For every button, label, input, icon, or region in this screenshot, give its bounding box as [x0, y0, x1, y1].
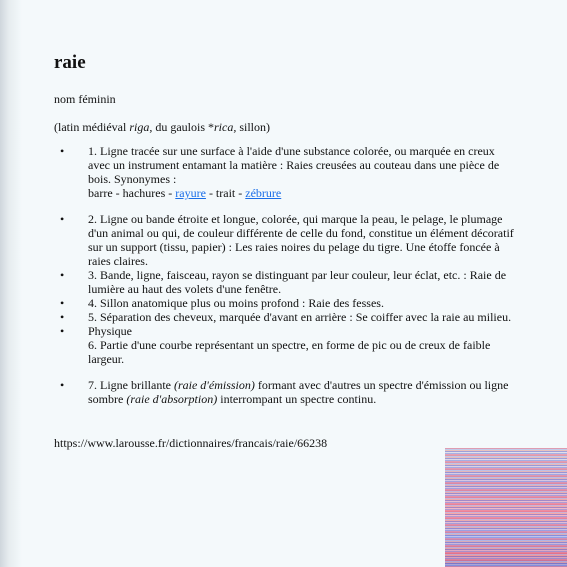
- definition-7-a: 7. Ligne brillante: [88, 378, 174, 392]
- etymology-rica: rica,: [214, 120, 237, 134]
- bullet: •: [60, 268, 65, 282]
- dictionary-entry: [54, 52, 514, 450]
- bullet: •: [60, 310, 65, 324]
- bullet: •: [60, 296, 65, 310]
- definition-7-absorption: (raie d'absorption): [126, 392, 218, 406]
- definition-2-text: 2. Ligne ou bande étroite et longue, colorée, qui marque la peau, le pelage, le plumage d'un animal ou qui, de couleur différente de celle du fond, constitue un élément décoratif sur un support (tissu, papier) : Les raies noires du pelage du tigre. Une étoffe foncée à raies claires.: [88, 212, 514, 268]
- etymology-mid: du gaulois *: [152, 120, 214, 134]
- definition-3-text: 3. Bande, ligne, faisceau, rayon se distinguant par leur couleur, leur éclat, etc. : Raie de lumière au haut des volets d'une fenêtre.: [88, 268, 507, 296]
- definition-list: [54, 144, 514, 406]
- definition-2: [54, 212, 514, 268]
- left-edge-shadow: [0, 0, 22, 567]
- definition-6-text: 6. Partie d'une courbe représentant un spectre, en forme de pic ou de creux de faible largeur.: [88, 338, 491, 366]
- entry-title: raie: [54, 52, 86, 73]
- bullet: •: [60, 324, 65, 338]
- definition-7-emission: (raie d'émission): [173, 378, 255, 392]
- synonyms-prefix: barre - hachures -: [88, 186, 176, 200]
- etymology: [54, 120, 514, 134]
- definition-7-b: formant avec d'autres un spectre d'émission ou ligne sombre: [88, 378, 509, 406]
- striped-texture-image: [445, 448, 567, 567]
- etymology-riga: riga,: [129, 120, 153, 134]
- definition-7: [54, 378, 514, 406]
- definition-6-domain: Physique: [88, 324, 133, 338]
- bullet: •: [60, 378, 65, 392]
- definition-5-text: 5. Séparation des cheveux, marquée d'avant en arrière : Se coiffer avec la raie au milieu.: [88, 310, 512, 324]
- definition-5: [54, 310, 514, 324]
- etymology-close: sillon): [236, 120, 271, 134]
- part-of-speech: nom féminin: [54, 92, 116, 106]
- synonym-link-zebrure[interactable]: zébrure: [245, 186, 282, 200]
- bullet: •: [60, 144, 65, 158]
- bullet: •: [60, 212, 65, 226]
- definition-4-text: 4. Sillon anatomique plus ou moins profond : Raie des fesses.: [88, 296, 384, 310]
- synonym-link-rayure[interactable]: rayure: [175, 186, 206, 200]
- definition-4: [54, 296, 514, 310]
- definition-3: [54, 268, 514, 296]
- definition-6: [54, 324, 514, 366]
- source-url: https://www.larousse.fr/dictionnaires/francais/raie/66238: [54, 436, 328, 450]
- etymology-open: (latin médiéval: [54, 120, 130, 134]
- definition-1: [54, 144, 514, 200]
- definition-7-c: interrompant un spectre continu.: [217, 392, 377, 406]
- synonyms-mid: - trait -: [205, 186, 246, 200]
- definition-1-text: 1. Ligne tracée sur une surface à l'aide d'une substance colorée, ou marquée en creux avec un instrument entamant la matière : Raies creusées au couteau dans une pièce de bois. Synonymes :: [88, 144, 500, 186]
